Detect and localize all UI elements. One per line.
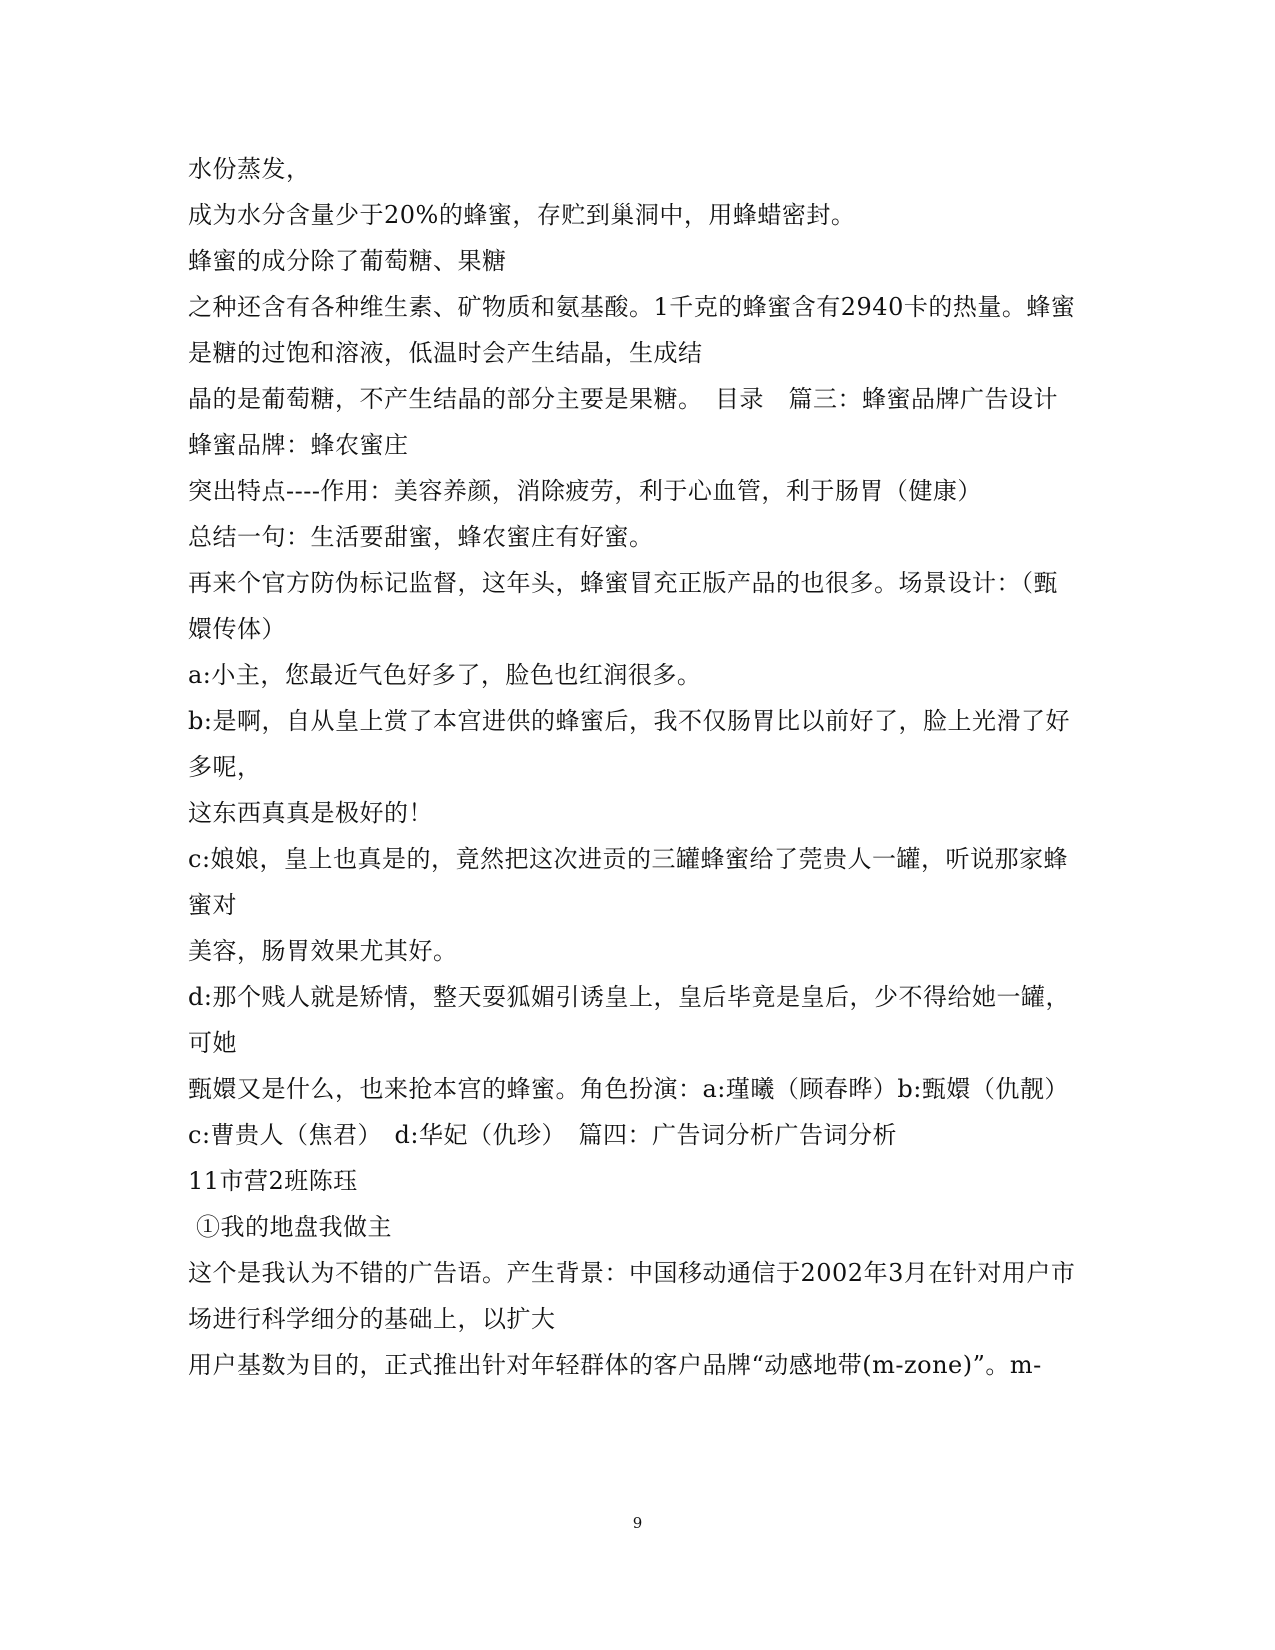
text-line: b:是啊，自从皇上赏了本宫进供的蜂蜜后，我不仅肠胃比以前好了，脸上光滑了好	[188, 707, 1070, 735]
text-line: 这东西真真是极好的！	[188, 799, 433, 827]
text-line: 再来个官方防伪标记监督，这年头，蜂蜜冒充正版产品的也很多。场景设计：（甄	[188, 569, 1058, 597]
text-line: 蜂蜜品牌：蜂农蜜庄	[188, 431, 409, 459]
text-line: 总结一句：生活要甜蜜，蜂农蜜庄有好蜜。	[188, 523, 654, 551]
text-line: 是糖的过饱和溶液，低温时会产生结晶，生成结	[188, 339, 703, 367]
text-line: 美容，肠胃效果尤其好。	[188, 937, 458, 965]
text-line: 水份蒸发，	[188, 155, 311, 183]
text-line: 蜂蜜的成分除了葡萄糖、果糖	[188, 247, 507, 275]
text-line: 甄嬛又是什么，也来抢本宫的蜂蜜。角色扮演：a:瑾曦（顾春晔）b:甄嬛（仇靓）	[188, 1075, 1069, 1103]
text-line: 嬛传体）	[188, 615, 286, 643]
text-line: 蜜对	[188, 891, 237, 919]
text-line: 突出特点----作用：美容养颜，消除疲劳，利于心血管，利于肠胃（健康）	[188, 477, 982, 505]
text-line: d:那个贱人就是矫情，整天耍狐媚引诱皇上，皇后毕竟是皇后，少不得给她一罐，	[188, 983, 1070, 1011]
text-line: ①我的地盘我做主	[196, 1213, 392, 1241]
page-number: 9	[632, 1514, 643, 1532]
text-line: 可她	[188, 1029, 237, 1057]
text-line: 晶的是葡萄糖，不产生结晶的部分主要是果糖。 目录 篇三：蜂蜜品牌广告设计	[188, 385, 1058, 413]
text-line: 多呢，	[188, 753, 262, 781]
text-line: 场进行科学细分的基础上，以扩大	[188, 1305, 556, 1333]
text-line: c:曹贵人（焦君） d:华妃（仇珍） 篇四：广告词分析广告词分析	[188, 1121, 897, 1149]
text-line: 用户基数为目的，正式推出针对年轻群体的客户品牌“动感地带(m-zone)”。m-	[188, 1351, 1042, 1379]
text-line: c:娘娘，皇上也真是的，竟然把这次进贡的三罐蜂蜜给了莞贵人一罐，听说那家蜂	[188, 845, 1069, 873]
text-line: 之种还含有各种维生素、矿物质和氨基酸。1千克的蜂蜜含有2940卡的热量。蜂蜜	[188, 293, 1076, 321]
text-line: 11市营2班陈珏	[188, 1167, 358, 1195]
text-line: a:小主，您最近气色好多了，脸色也红润很多。	[188, 661, 702, 689]
text-line: 这个是我认为不错的广告语。产生背景：中国移动通信于2002年3月在针对用户市	[188, 1259, 1076, 1287]
text-line: 成为水分含量少于20%的蜂蜜，存贮到巢洞中，用蜂蜡密封。	[188, 201, 856, 229]
